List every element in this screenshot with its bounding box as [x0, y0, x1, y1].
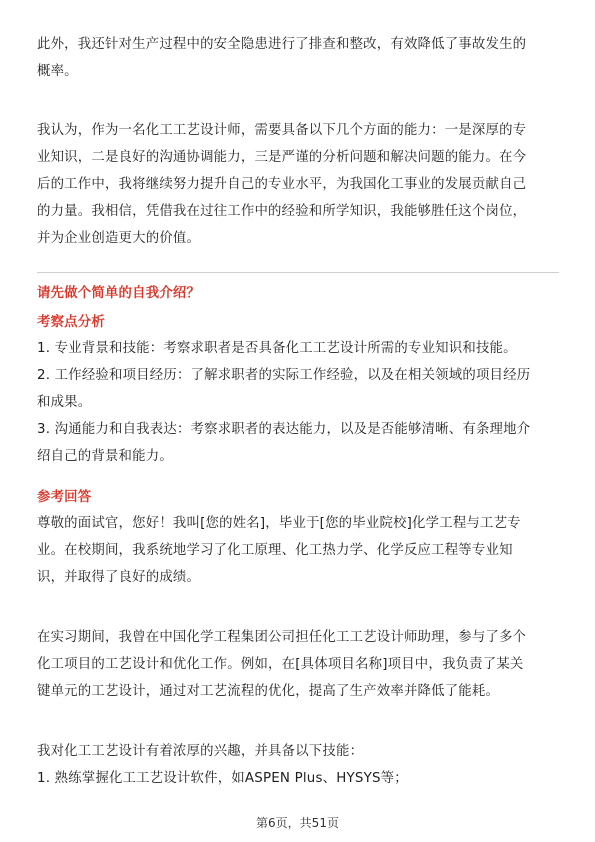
analysis-item: 3. 沟通能力和自我表达：考察求职者的表达能力，以及是否能够清晰、有条理地介 [37, 422, 531, 437]
text-line: 识，并取得了良好的成绩。 [37, 570, 201, 585]
text-line: 在实习期间，我曾在中国化学工程集团公司担任化工工艺设计师助理，参与了多个 [37, 630, 527, 645]
question-text: 请先做个简单的自我介绍？ [37, 286, 201, 301]
text-line: 后的工作中，我将继续努力提升自己的专业水平，为我国化工事业的发展贡献自己 [37, 177, 527, 192]
analysis-item-cont: 绍自己的背景和能力。 [37, 449, 173, 464]
analysis-list [37, 335, 561, 470]
question-title [37, 280, 561, 307]
text-line: 并为企业创造更大的价值。 [37, 231, 201, 246]
analysis-item: 1. 专业背景和技能：考察求职者是否具备化工工艺设计所需的专业知识和技能。 [37, 341, 517, 356]
analysis-item-cont: 和成果。 [37, 395, 92, 410]
paragraph-abilities [37, 117, 561, 252]
analysis-heading-text: 考察点分析 [37, 315, 105, 330]
answer-heading-text: 参考回答 [37, 490, 92, 505]
text-line: 概率。 [37, 64, 78, 79]
text-line: 业。在校期间，我系统地学习了化工原理、化工热力学、化学反应工程等专业知 [37, 543, 513, 558]
text-line: 1. 熟练掌握化工工艺设计软件，如ASPEN Plus、HYSYS等； [37, 771, 408, 786]
answer-heading [37, 484, 561, 511]
section-divider [37, 272, 559, 273]
answer-paragraph-intro [37, 510, 561, 591]
text-line: 化工项目的工艺设计和优化工作。例如，在[具体项目名称]项目中，我负责了某关 [37, 657, 524, 672]
paragraph-safety [37, 31, 561, 85]
answer-paragraph-internship [37, 624, 561, 705]
text-line: 业知识，二是良好的沟通协调能力，三是严谨的分析问题和解决问题的能力。在今 [37, 150, 527, 165]
analysis-item: 2. 工作经验和项目经历：了解求职者的实际工作经验，以及在相关领域的项目经历 [37, 368, 531, 383]
text-line: 尊敬的面试官，您好！我叫[您的姓名]，毕业于[您的毕业院校]化学工程与工艺专 [37, 516, 521, 531]
text-line: 我认为，作为一名化工工艺设计师，需要具备以下几个方面的能力：一是深厚的专 [37, 123, 527, 138]
answer-paragraph-skills [37, 738, 561, 792]
text-line: 我对化工工艺设计有着浓厚的兴趣，并具备以下技能： [37, 744, 364, 759]
text-line: 的力量。我相信，凭借我在过往工作中的经验和所学知识，我能够胜任这个岗位， [37, 204, 527, 219]
text-line: 键单元的工艺设计，通过对工艺流程的优化，提高了生产效率并降低了能耗。 [37, 684, 500, 699]
analysis-heading [37, 309, 561, 336]
text-line: 此外，我还针对生产过程中的安全隐患进行了排查和整改，有效降低了事故发生的 [37, 37, 527, 52]
page-number: 第6页，共51页 [256, 816, 339, 830]
